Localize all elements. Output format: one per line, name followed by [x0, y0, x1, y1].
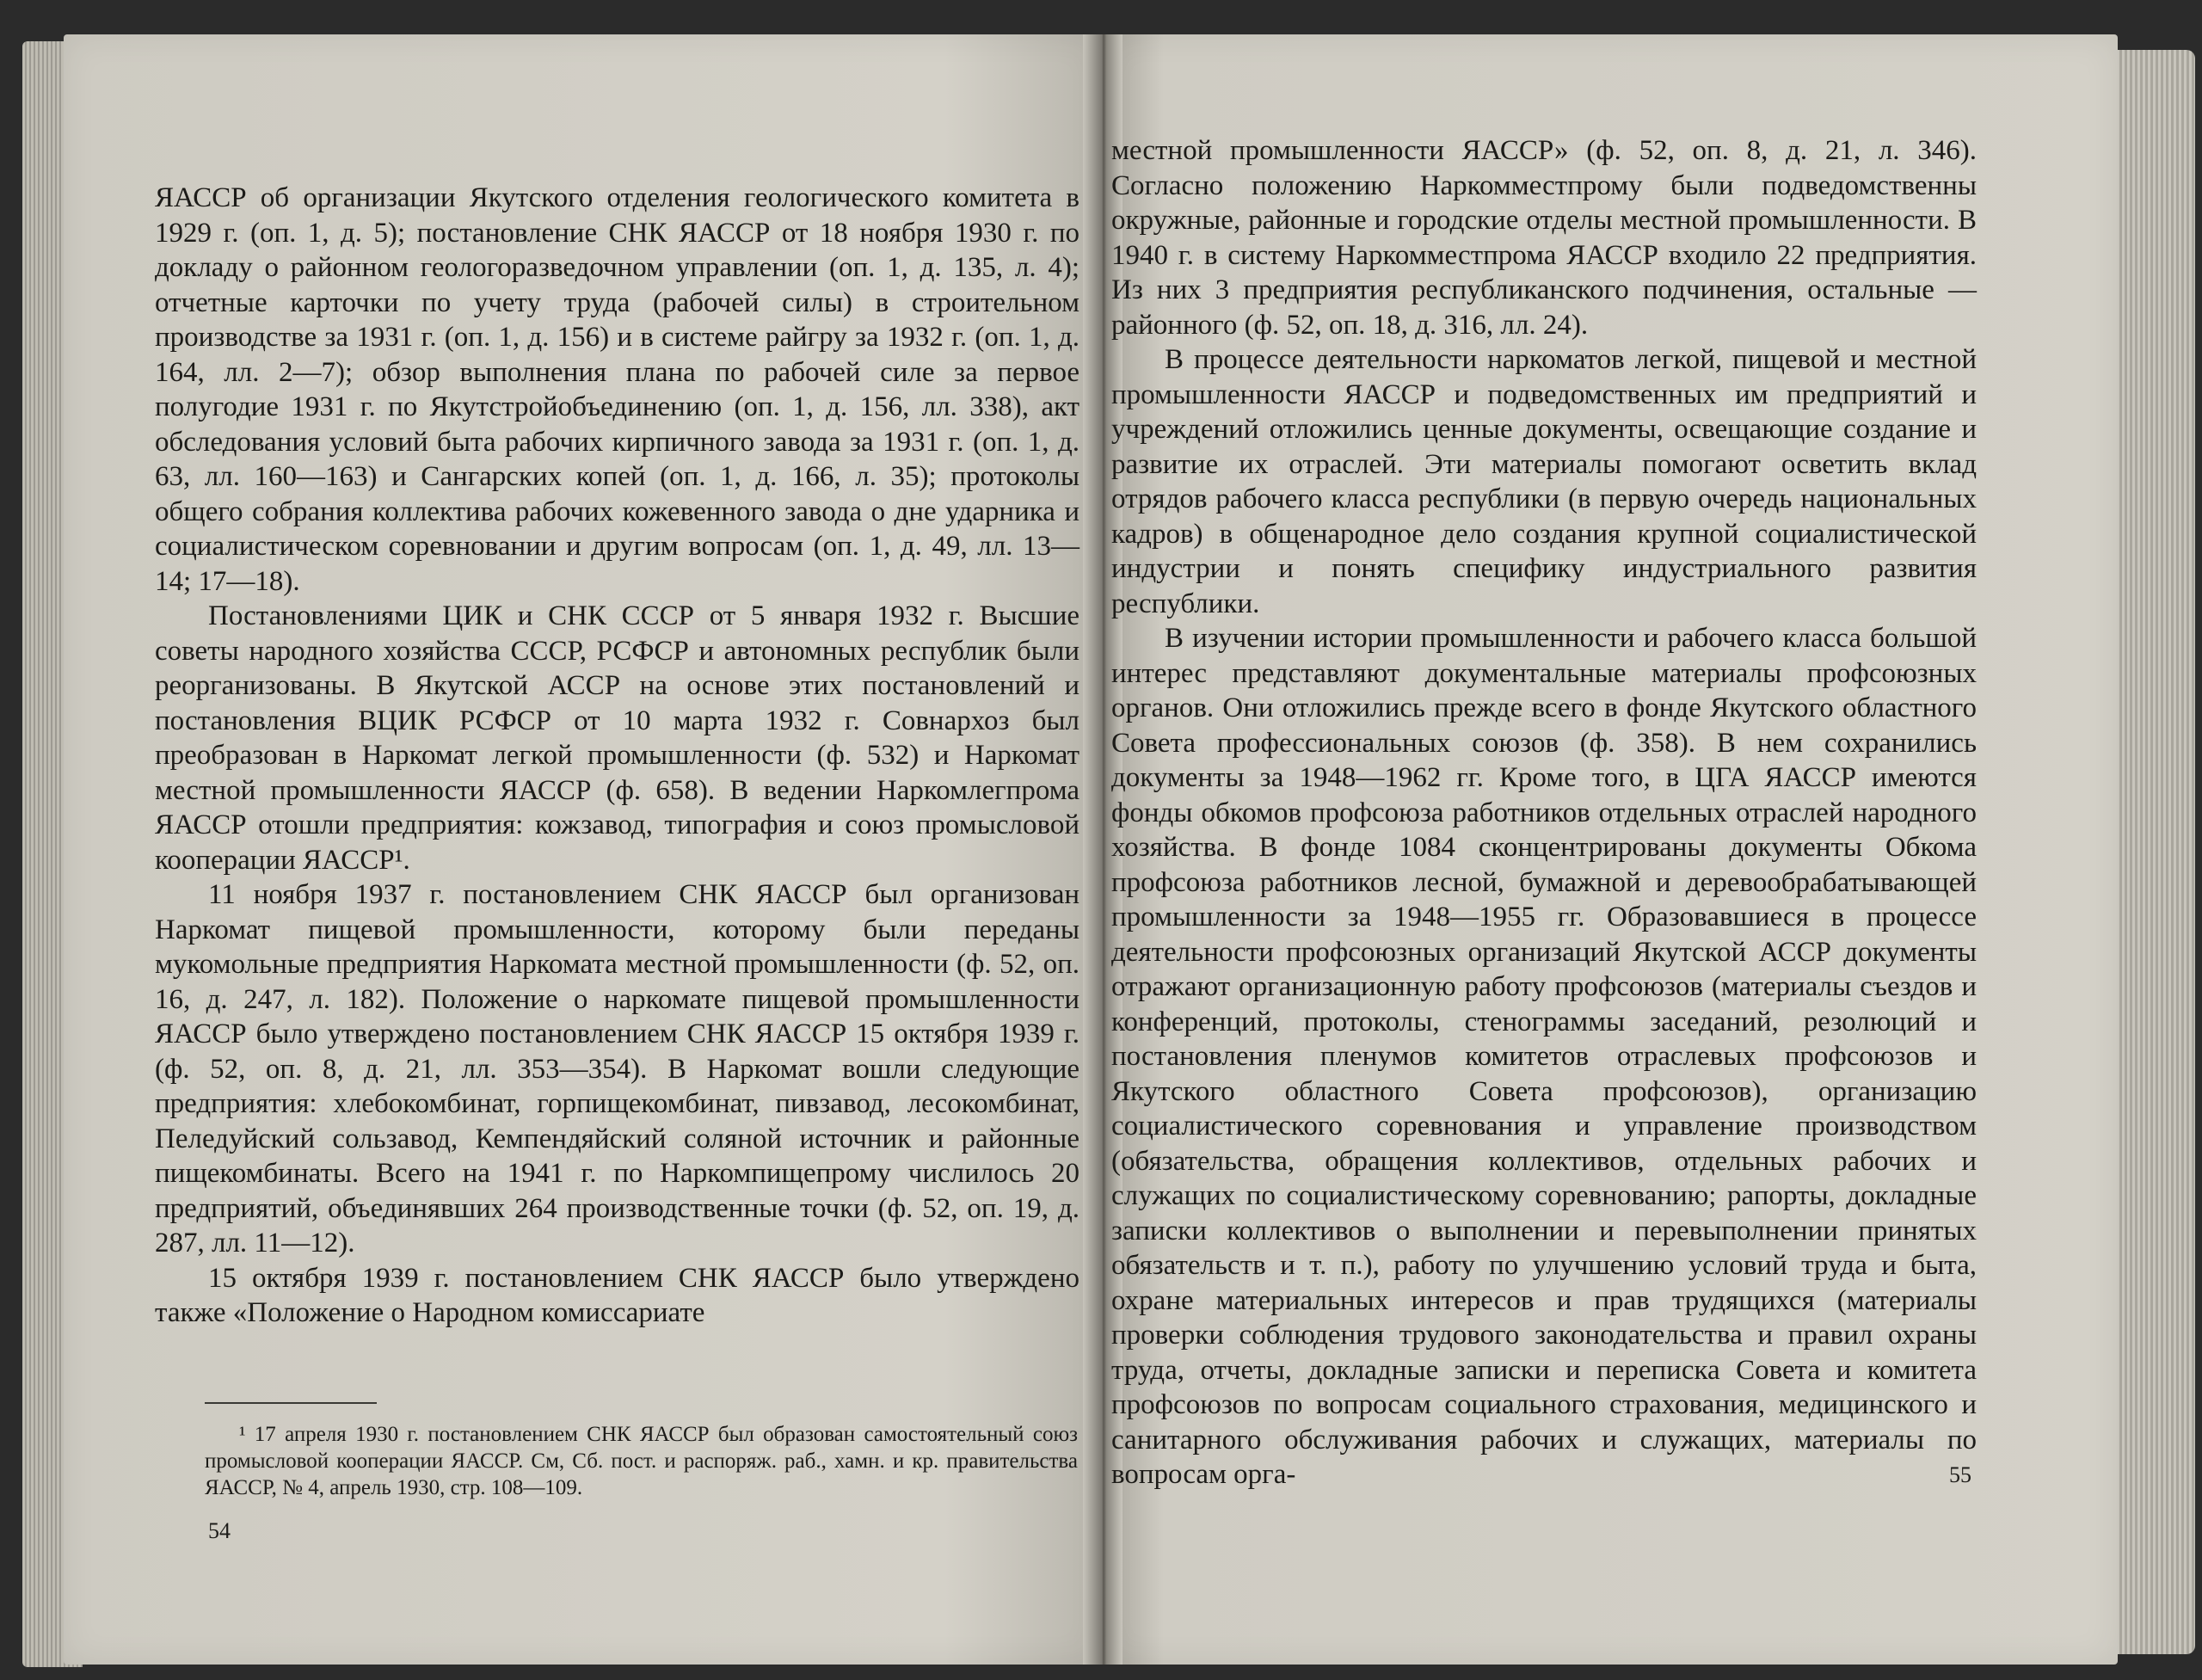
paragraph: В процессе деятельности наркоматов легкой, пищевой и местной промышленности ЯАССР и подведомственных им предприятий и учреждений отложились ценные документы, освещающие создание и развитие их отраслей. Эти материалы помогают осветить вклад отрядов рабочего класса республики (в первую очередь национальных кадров) в общенародное дело создания крупной социалистической индустрии и понять специфику индустриального развития республики. [1111, 344, 1977, 619]
left-page-body [155, 181, 1079, 1331]
paragraph: В изучении истории промышленности и рабочего класса большой интерес представляют документальные материалы профсоюзных органов. Они отложились прежде всего в фонде Якутского областного Совета профессиональных союзов (ф. 358). В нем сохранились документы за 1948—1962 гг. Кроме того, в ЦГА ЯАССР имеются фонды обкомов профсоюза работников отдельных отраслей народного хозяйства. В фонде 1084 сконцентрированы документы Обкома профсоюза работников лесной, бумажной и деревообрабатывающей промышленности за 1948—1955 гг. Образовавшиеся в процессе деятельности профсоюзных организаций Якутской АССР документы отражают организационную работу профсоюзов (материалы съездов и конференций, протоколы, стенограммы заседаний, резолюций и постановления пленумов комитетов отраслевых профсоюзов и Якутского областного Совета профсоюзов), организацию социалистического соревнования и управление производством (обязательства, обращения коллективов, отдельных рабочих и служащих по социалистическому соревнованию; рапорты, докладные записки коллективов о выполнении и перевыполнении принятых обязательств и т. п.), работу по улучшению условий труда и быта, охране материальных интересов и прав трудящихся (материалы проверки соблюдения трудового законодательства и правил охраны труда, отчеты, докладные записки и переписка Совета и комитета профсоюзов по вопросам социального страхования, медицинского и санитарного обслуживания рабочих и служащих, материалы по вопросам орга- [1111, 623, 1977, 1490]
right-page-body [1111, 133, 1977, 1492]
page-number-right: 55 [1949, 1462, 1971, 1487]
paragraph: ЯАССР об организации Якутского отделения геологического комитета в 1929 г. (оп. 1, д. 5); постановление СНК ЯАССР от 18 ноября 1930 г. по докладу о районном геологоразведочном управлении (оп. 1, д. 135, л. 4); отчетные карточки по учету труда (рабочей силы) в строительном производстве за 1931 г. (оп. 1, д. 156) и в системе райгру за 1932 г. (оп. 1, д. 164, лл. 2—7); обзор выполнения плана по рабочей силе за первое полугодие 1931 г. по Якутстройобъединению (оп. 1, д. 156, лл. 338), акт обследования условий быта рабочих кирпичного завода за 1931 г. (оп. 1, д. 63, лл. 160—163) и Сангарских копей (оп. 1, д. 166, л. 35); протоколы общего собрания коллектива рабочих кожевенного завода о дне ударника и социалистическом соревновании и другим вопросам (оп. 1, д. 49, лл. 13—14; 17—18). [155, 182, 1079, 597]
page-number-left: 54 [208, 1518, 231, 1543]
right-page-edges [2109, 50, 2195, 1654]
paragraph: 11 ноября 1937 г. постановлением СНК ЯАССР был организован Наркомат пищевой промышленности, которому были переданы мукомольные предприятия Наркомата местной промышленности (ф. 52, оп. 16, д. 247, л. 182). Положение о наркомате пищевой промышленности ЯАССР было утверждено постановлением СНК ЯАССР 15 октября 1939 г. (ф. 52, оп. 8, д. 21, лл. 353—354). В Наркомат вошли следующие предприятия: хлебокомбинат, горпищекомбинат, пивзавод, лесокомбинат, Пеледуйский сользавод, Кемпендяйский соляной источник и районные пищекомбинаты. Всего на 1941 г. по Наркомпищепрому числилось 20 предприятий, объединявших 264 производственные точки (ф. 52, оп. 19, д. 287, лл. 11—12). [155, 879, 1079, 1258]
paragraph: местной промышленности ЯАССР» (ф. 52, оп. 8, д. 21, л. 346). Согласно положению Наркомместпрому были подведомственны окружные, районные и городские отделы местной промышленности. В 1940 г. в систему Наркомместпрома ЯАССР входило 22 предприятия. Из них 3 предприятия республиканского подчинения, остальные — районного (ф. 52, оп. 18, д. 316, лл. 24). [1111, 135, 1977, 341]
paragraph: 15 октября 1939 г. постановлением СНК ЯАССР было утверждено также «Положение о Народном комиссариате [155, 1262, 1079, 1328]
footnote-rule [205, 1402, 377, 1404]
paragraph: Постановлениями ЦИК и СНК СССР от 5 января 1932 г. Высшие советы народного хозяйства СССР, РСФСР и автономных республик были реорганизованы. В Якутской АССР на основе этих постановлений и постановления ВЦИК РСФСР от 10 марта 1932 г. Совнархоз был преобразован в Наркомат легкой промышленности (ф. 532) и Наркомат местной промышленности ЯАССР (ф. 658). В ведении Наркомлегпрома ЯАССР отошли предприятия: кожзавод, типография и союз промысловой кооперации ЯАССР¹. [155, 600, 1079, 876]
footnote: ¹ 17 апреля 1930 г. постановлением СНК ЯАССР был образован самостоятельный союз промысловой кооперации ЯАССР. См, Сб. пост. и распоряж. раб., хамн. и кр. правительства ЯАССР, № 4, апрель 1930, стр. 108—109. [205, 1423, 1078, 1499]
